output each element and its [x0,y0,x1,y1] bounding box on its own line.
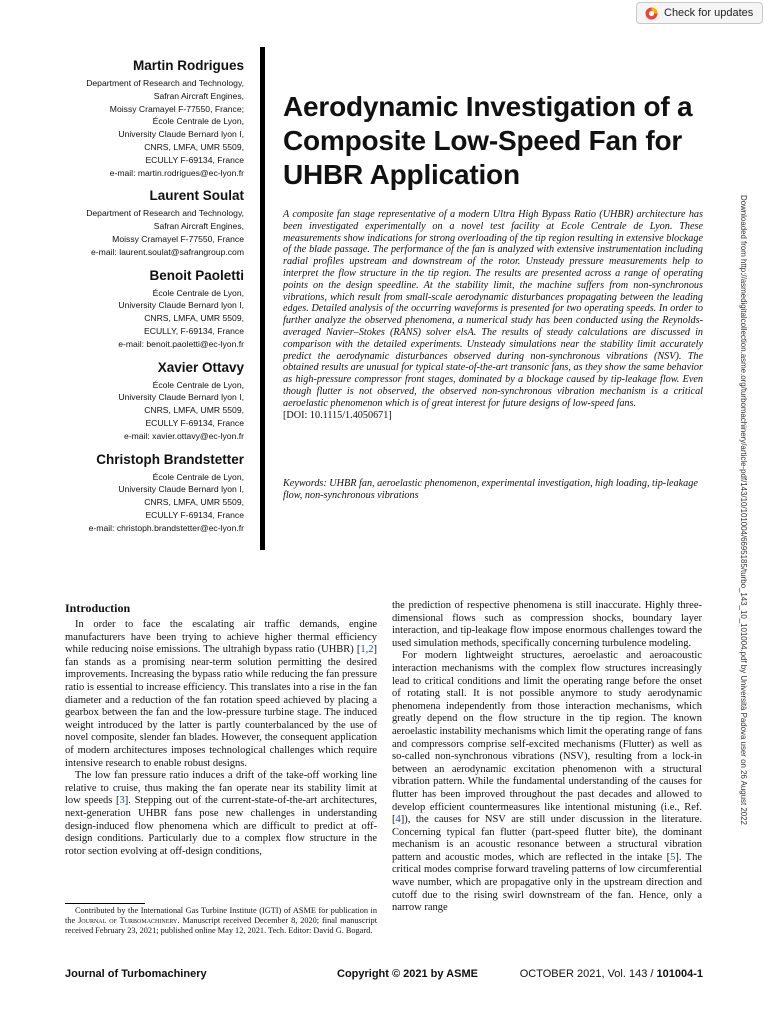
doi-link[interactable]: [DOI: 10.1115/1.4050671] [283,409,392,421]
footnote-text-before: Contributed by the International Gas Turbine Institute (IGTI) of ASME for publication in the [65,906,377,925]
author-entry [80,188,244,258]
download-watermark [736,195,748,915]
check-for-updates-button[interactable] [636,2,763,24]
footer-issue [520,968,703,980]
footer-issue-text: OCTOBER 2021, Vol. 143 / [519,968,657,980]
check-updates-icon [645,7,658,20]
footnote [65,906,377,936]
body-column-left [65,619,377,858]
section-heading-introduction: Introduction [65,601,131,615]
check-updates-label: Check for updates [664,7,754,19]
footer-journal-name: Journal of Turbomachinery [65,968,207,980]
paragraph-text: ]. The critical modes comprise forward traveling patterns of low circumferential wave number, which are propagative only in the upstream direction and cutoff due to the rising swirl downstream of the fan. Hence, only a narrow range [392,851,702,914]
paragraph-text: the prediction of respective phenomena is still inaccurate. Highly three-dimensional flows such as compression shocks, boundary layer interaction, and tip-leakage flow impose enormous challenges toward the used simulation methods, specifically concerning turbulence modeling. [392,600,702,649]
author-email[interactable]: e-mail: benoit.paoletti@ec-lyon.fr [118,338,244,349]
paragraph-text: ]), the causes for NSV are still under discussion in the literature. Concerning typical fan flutter (part-speed flutter bite), the dominant mechanism is an acoustic resonance between a structural vibration pattern and acoustic modes, which are reflected in the intake [ [392,814,702,863]
author-affiliation-line: CNRS, LMFA, UMR 5509, [144,313,244,324]
author-affiliation-line: CNRS, LMFA, UMR 5509, [144,405,244,416]
author-name: Christoph Brandstetter [96,451,244,467]
footnote-journal-name: Journal of Turbomachinery [78,916,178,925]
footer-copyright: Copyright © 2021 by ASME [337,968,478,980]
citation-link[interactable]: 3 [119,795,125,807]
body-column-right [392,600,702,915]
author-affiliation-line: University Claude Bernard lyon I, [118,300,244,311]
author-name: Martin Rodrigues [132,58,244,73]
author-affiliation-line: Moissy Cramayel F-77550, France [112,233,244,244]
paragraph-text: ] fan stands as a promising near-term solution permitting the desired improvements. Increasing the bypass ratio while reducing the fan pressure ratio is essential to increase efficiency. This translates into a rise in the fan diameter and a reduction of the fan rotation speed achieved by placing a gearbox between the fan and the low-pressure turbine stage. The induced weight introduced by the latter is partly counterbalanced by the use of novel composite, slender fan blades. However, the consequent application of modern architectures imposes technological challenges which require intensive research to enable robust designs. [65,644,377,769]
author-affiliation-line: ECULLY F-69134, France [145,154,244,165]
author-email[interactable]: e-mail: christoph.brandstetter@ec-lyon.fr [88,522,244,533]
abstract [283,209,703,421]
footer-page-id: 101004-1 [656,968,703,980]
abstract-text: A composite fan stage representative of a modern Ultra High Bypass Ratio (UHBR) architecture has been investigated experimentally on a novel test facility at Ecole Centrale de Lyon. These measurements show indications for strong overloading of the tip region resulting in extensive blockage of the blade passage. The performance of the fan is analyzed with extensive instrumentation including radial profiles upstream and downstream of the rotor. Unsteady pressure measurements help to interpret the flow structure in the tip region. The results are presented across a range of operating points on the design speedline. At the stability limit, the machine suffers from non-synchronous vibrations, which result from small-scale aerodynamic disturbances propagating between the leading edges. Detailed analysis of the occurring waveforms is presented for two operating speeds. In order to further analyze the observed phenomena, a numerical study has been conducted using the Reynolds-averaged Navier–Stokes (RANS) solver elsA. The results of steady calculations are discussed in comparison with the detailed experiments. Unsteady simulations near the stability limit accurately predict the aerodynamic disturbances observed during non-synchronous vibrations (NSV). The obtained results are unusual for typical state-of-the-art transonic fans, as they show the same behavior as high-pressure compressor front stages, dominated by a blockage caused by tip-leakage flow. Even though flutter is not observed, the observed non-synchronous vibration mechanism is a critical aeroelastic phenomenon which is of great interest for future designs of low-speed fans. [283,209,703,409]
author-block [80,58,244,544]
author-affiliation-line: ECULLY F-69134, France [145,509,244,520]
paragraph-text: The low fan pressure ratio induces a drift of the take-off working line relative to cruise, thus making the fan operate near its stability limit at low speeds [ [65,770,377,807]
author-email[interactable]: e-mail: laurent.soulat@safrangroup.com [91,246,244,257]
citation-link[interactable]: 4 [395,814,401,826]
author-affiliation-line: Safran Aircraft Engines, [153,90,244,101]
author-affiliation-line: École Centrale de Lyon, [152,287,244,298]
author-name: Benoit Paoletti [149,267,244,283]
author-affiliation-line: Department of Research and Technology, [86,78,244,88]
author-entry [80,360,244,443]
author-affiliation-line: Department of Research and Technology, [86,208,244,219]
keywords: Keywords: UHBR fan, aeroelastic phenomenon, experimental investigation, high loading, tip-leakage flow, non-synchronous vibrations [283,478,698,501]
author-affiliation-line: CNRS, LMFA, UMR 5509, [144,497,244,508]
body-paragraph [65,619,377,770]
paper-title: Aerodynamic Investigation of a Composite Low-Speed Fan for UHBR Application [283,91,693,190]
body-paragraph [65,770,377,858]
footnote-divider [65,903,145,904]
author-affiliation-line: ECULLY, F-69134, France [144,325,244,336]
paragraph-text: For modern lightweight structures, aeroelastic and aeroacoustic interaction mechanisms with the complex flow structures increasingly lead to critical conditions and limit the operating range before the onset of rotating stall. It is not possible anymore to study aerodynamic phenomena independently from those interaction mechanisms, which greatly depend on the flow structure in the tip region. The known aeroelastic instability mechanisms which limit the operating range of fans and compressors comprise self-excited mechanisms (Flutter) as well as so-called non-synchronous vibrations (NSV), resulting from a lock-in between an aerodynamic excitation phenomenon with a structural vibration pattern. While the fundamental understanding of the causes for flutter has been improved throughout the past decades and allowed to develop efficient countermeasures like intentional mistuning (i.e., Ref. [ [392,650,702,826]
author-entry [80,452,244,535]
citation-link[interactable]: 1,2 [360,644,374,656]
author-affiliation-line: University Claude Bernard lyon I, [118,484,244,495]
download-watermark-text: Downloaded from http://asmedigitalcollection.asme.org/turbomachinery/article-pdf/143/10/101004/6695185/turbo_143_10_101004.pdf by Università Padova user on 26 August 2022 [739,195,748,825]
author-entry [80,268,244,351]
author-email[interactable]: e-mail: xavier.ottavy@ec-lyon.fr [123,430,244,441]
author-affiliation-line: Safran Aircraft Engines, [153,221,244,232]
author-affiliation-line: CNRS, LMFA, UMR 5509, [144,141,244,152]
author-affiliation-line: École Centrale de Lyon, [152,116,244,127]
page-footer [65,968,703,986]
author-email[interactable]: e-mail: martin.rodrigues@ec-lyon.fr [109,167,244,178]
author-name: Xavier Ottavy [157,359,244,375]
author-affiliation-line: École Centrale de Lyon, [152,379,244,390]
paragraph-text: In order to face the escalating air traffic demands, engine manufacturers have been trying to achieve higher thermal efficiency while reducing noise emissions. The ultrahigh bypass ratio (UHBR) [ [65,619,377,656]
citation-link[interactable]: 5 [670,851,676,863]
body-paragraph [392,650,702,914]
title-divider [260,47,265,550]
author-affiliation-line: École Centrale de Lyon, [152,471,244,482]
footnote-text-after: . Manuscript received December 8, 2020; final manuscript received February 23, 2021; published online May 12, 2021. Tech. Editor: David G. Bogard. [65,916,377,935]
body-paragraph [392,600,702,650]
author-affiliation-line: University Claude Bernard lyon I, [118,392,244,403]
author-affiliation-line: University Claude Bernard lyon I, [118,129,244,140]
author-affiliation-line: Moissy Cramayel F-77550, France; [109,103,244,114]
author-affiliation-line: ECULLY F-69134, France [145,417,244,428]
author-name: Laurent Soulat [149,188,244,204]
paragraph-text: ]. Stepping out of the current-state-of-the-art architectures, next-generation UHBR fans pose new challenges in understanding design-induced flow phenomena which are difficult to predict at off-design conditions. Particularly due to a complex flow structure in the rotor section evolving at off-design conditions, [65,795,377,857]
author-entry [80,58,244,179]
